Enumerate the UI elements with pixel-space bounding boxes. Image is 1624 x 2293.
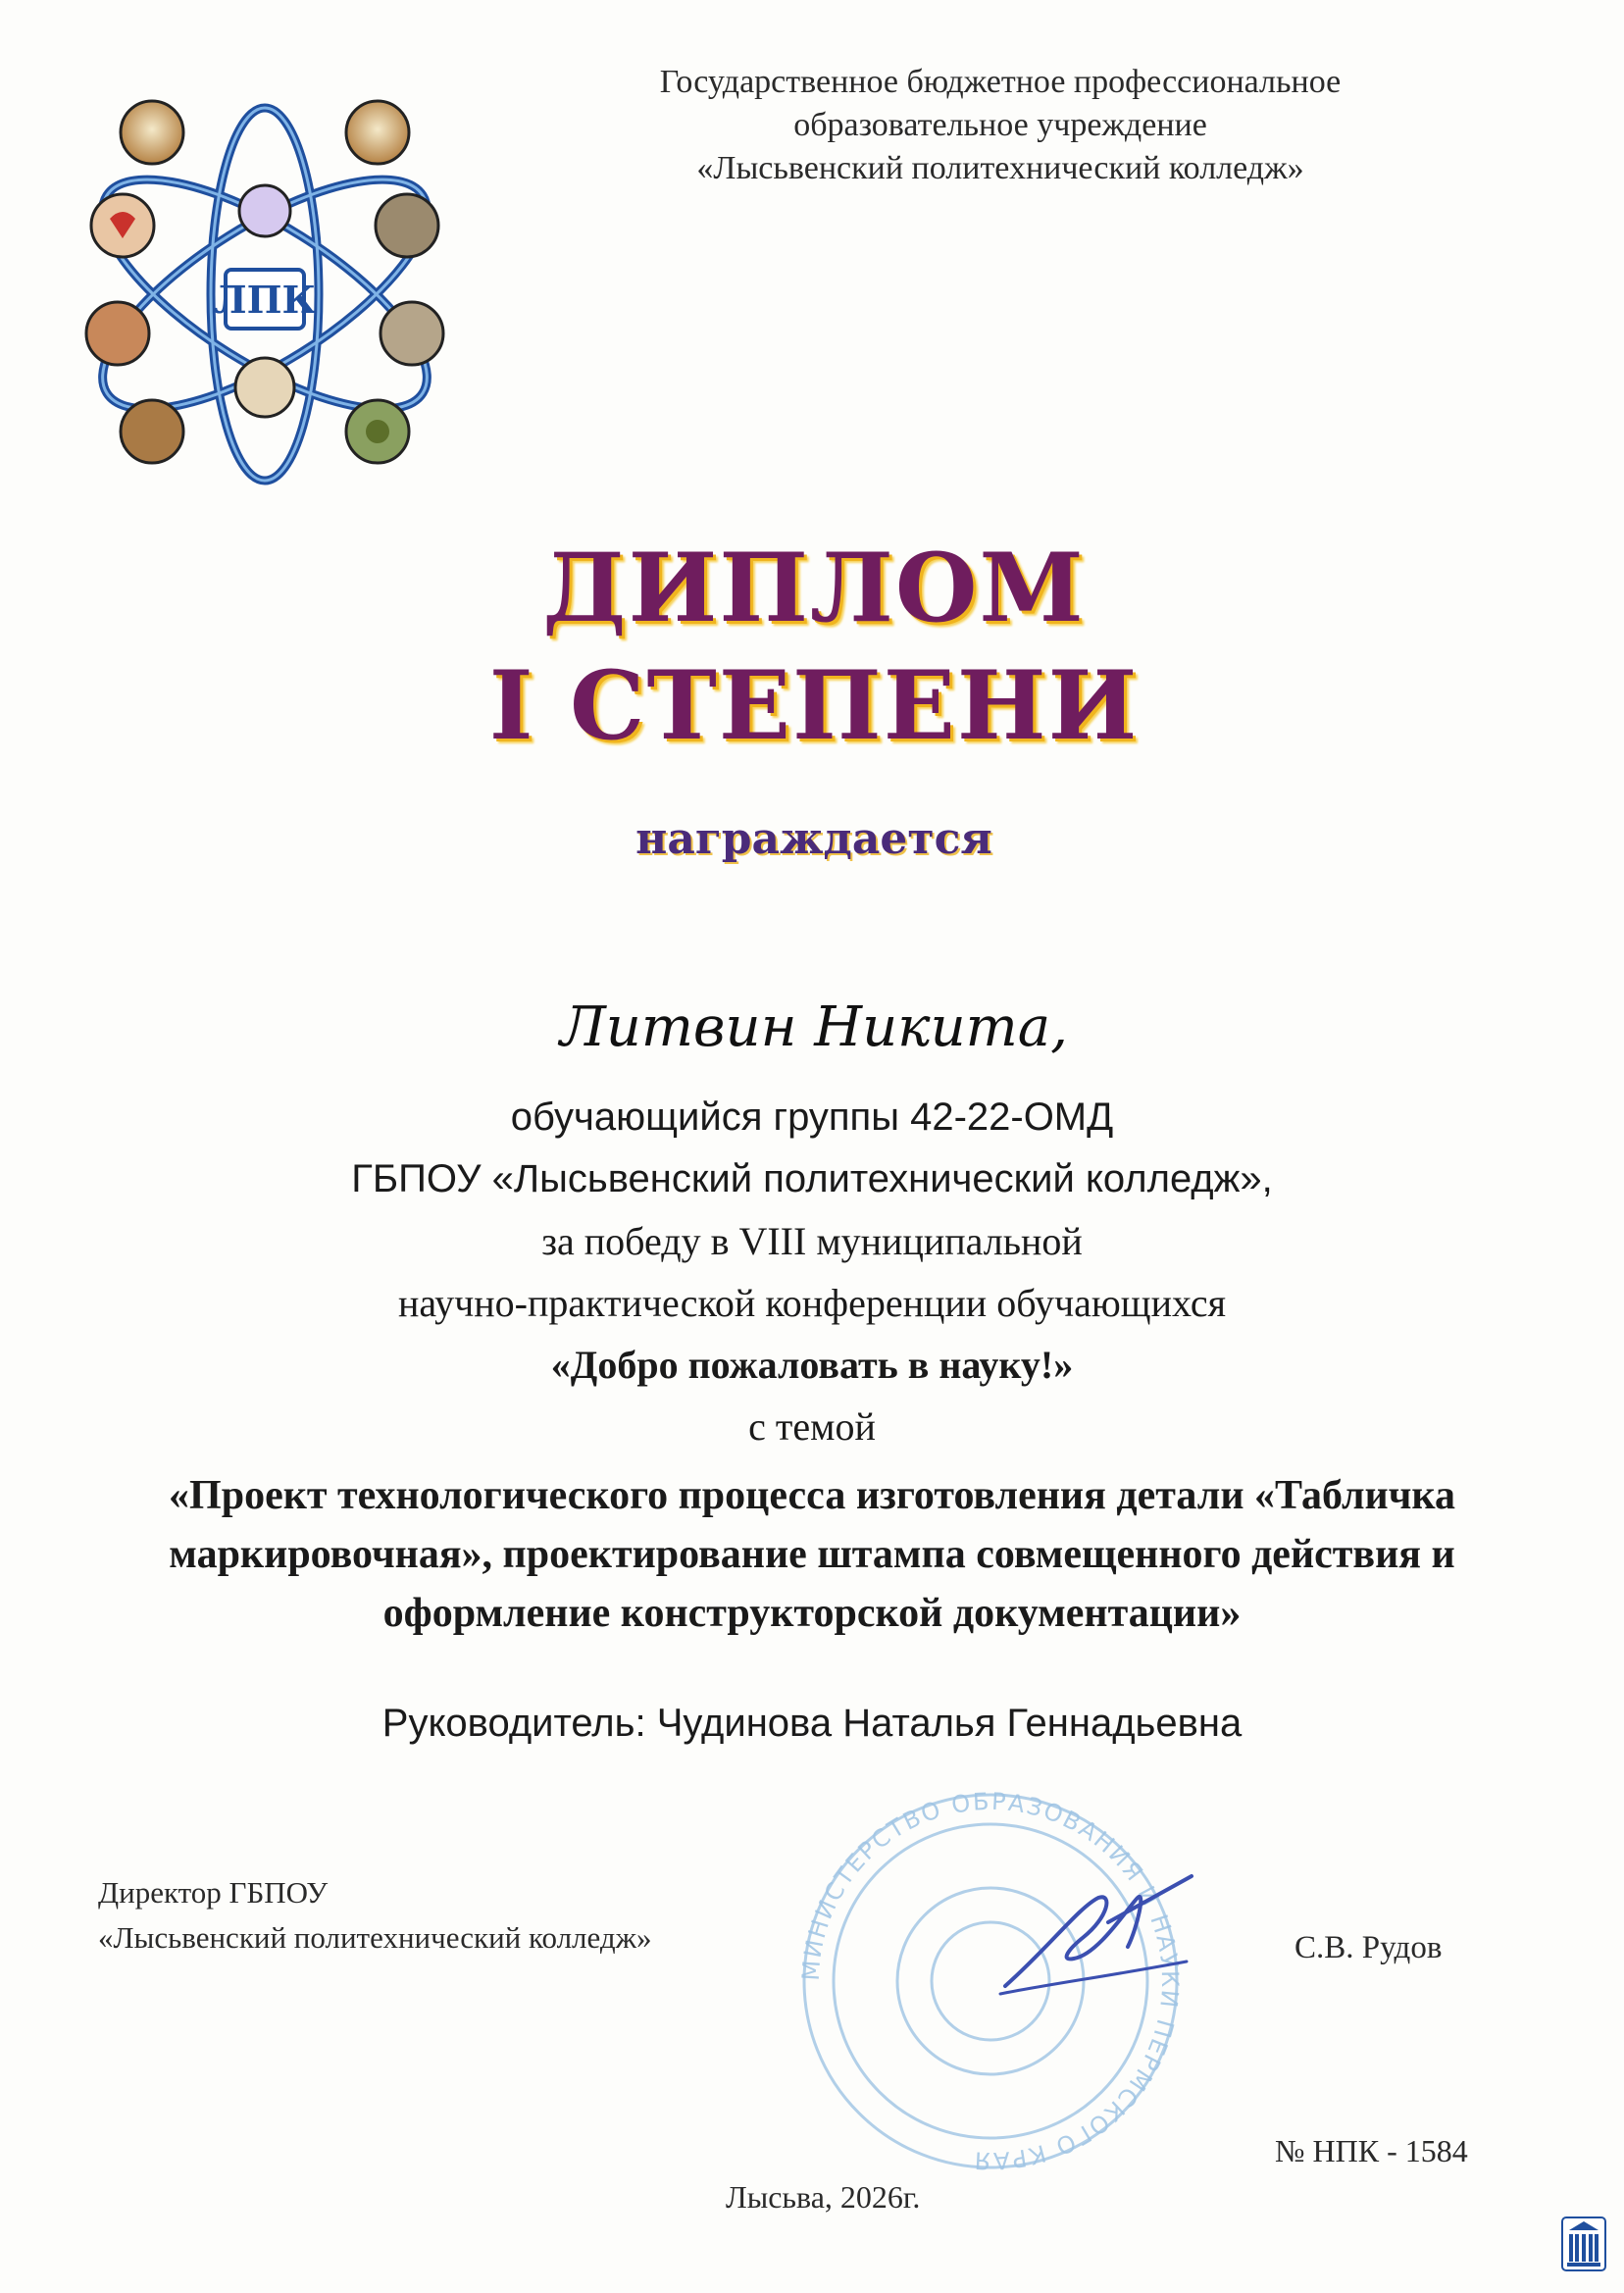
college-corner-logo-icon <box>1561 2217 1606 2271</box>
logo-monogram: ЛПК <box>213 278 317 322</box>
project-topic <box>20 1466 1604 1643</box>
topic-line-3: оформление конструкторской документации» <box>382 1591 1242 1636</box>
director-line-2: «Лысьвенский политехнический колледж» <box>98 1920 652 1955</box>
director-title <box>98 1870 652 1961</box>
diploma-title <box>373 530 1255 765</box>
conference-line: научно-практической конференции обучающихся <box>397 1281 1226 1325</box>
title-line-2: I СТЕПЕНИ <box>488 650 1140 761</box>
college-line: ГБПОУ «Лысьвенский политехнический колледж», <box>351 1157 1273 1200</box>
header-line-3: «Лысьвенский политехнический колледж» <box>696 150 1304 186</box>
stamp-text: МИНИСТЕРСТВО ОБРАЗОВАНИЯ И НАУКИ ПЕРМСКОГО КРАЯ <box>796 1787 1185 2175</box>
director-line-1: Директор ГБПОУ <box>98 1875 329 1910</box>
topic-line-1: «Проект технологического процесса изготовления детали «Табличка <box>169 1473 1455 1518</box>
awarded-label: награждается <box>635 814 992 864</box>
supervisor-line: Руководитель: Чудинова Наталья Геннадьевна <box>381 1702 1243 1745</box>
victory-line: за победу в VIII муниципальной <box>541 1219 1083 1263</box>
document-number: № НПК - 1584 <box>1275 2133 1468 2168</box>
city-year: Лысьва, 2026г. <box>726 2179 921 2215</box>
institution-header <box>549 61 1451 190</box>
director-signature <box>990 1868 1196 2006</box>
topic-intro: с темой <box>748 1404 876 1449</box>
college-atom-emblem-icon <box>59 93 471 495</box>
title-line-1: ДИПЛОМ <box>542 533 1086 643</box>
header-line-1: Государственное бюджетное профессиональное <box>659 64 1342 100</box>
award-description <box>0 1087 1624 1457</box>
director-name: С.В. Рудов <box>1294 1930 1443 1965</box>
header-line-2: образовательное учреждение <box>793 107 1207 143</box>
topic-line-2: маркировочная», проектирование штампа совмещенного действия и <box>169 1532 1455 1577</box>
conference-title: «Добро пожаловать в науку!» <box>550 1343 1074 1387</box>
recipient-name: Литвин Никита, <box>560 995 1068 1059</box>
group-line: обучающийся группы 42-22-ОМД <box>510 1096 1114 1139</box>
